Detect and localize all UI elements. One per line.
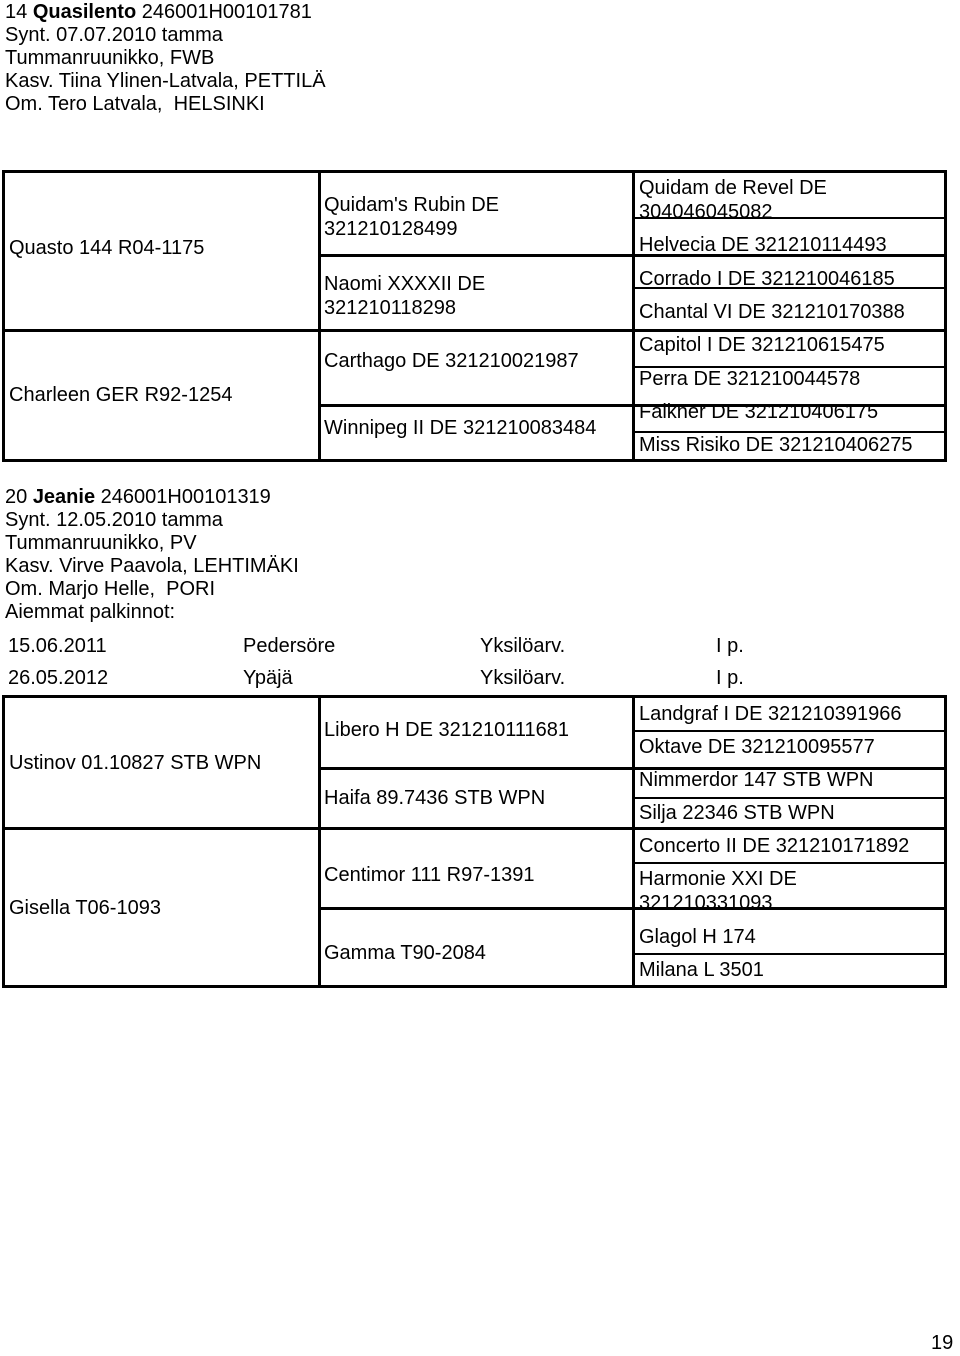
prize-class: Yksilöarv. (480, 635, 566, 657)
horse2-gen3-5: Concerto II DE 321210171892 (639, 835, 910, 857)
horse2-gen2-2: Haifa 89.7436 STB WPN (324, 787, 546, 809)
horse2-color: Tummanruunikko, PV (5, 532, 197, 554)
horse2-gen3-6: Harmonie XXI DE 321210331093 (639, 868, 797, 914)
horse2-gen3-7: Glagol H 174 (639, 926, 756, 948)
horse1-gen2-2: Naomi XXXXII DE 321210118298 (324, 273, 486, 319)
horse1-gen3-1: Quidam de Revel DE 304046045082 (639, 177, 827, 223)
prize-place: Pedersöre (243, 635, 336, 657)
horse2-owner: Om. Marjo Helle, PORI (5, 578, 216, 600)
horse1-gen3-6: Perra DE 321210044578 (639, 368, 861, 390)
horse1-gen3-2: Helvecia DE 321210114493 (639, 234, 887, 256)
prize-date: 26.05.2012 (8, 667, 109, 689)
horse2-dam: Gisella T06-1093 (9, 897, 161, 919)
horse2-sire: Ustinov 01.10827 STB WPN (9, 752, 262, 774)
horse1-pedigree-table (2, 170, 947, 462)
horse2-gen2-1: Libero H DE 321210111681 (324, 719, 569, 741)
horse2-gen2-3: Centimor 111 R97-1391 (324, 864, 535, 886)
prize-result: I p. (716, 667, 744, 689)
prize-date: 15.06.2011 (8, 635, 107, 657)
horse1-header (5, 1, 326, 116)
page-number: 19 (931, 1332, 954, 1354)
horse2-breeder: Kasv. Virve Paavola, LEHTIMÄKI (5, 555, 299, 577)
horse1-gen3-4: Chantal VI DE 321210170388 (639, 301, 905, 323)
horse1-gen2-1: Quidam's Rubin DE 321210128499 (324, 194, 499, 240)
horse1-gen2-3: Carthago DE 321210021987 (324, 350, 579, 372)
horse1-dam: Charleen GER R92-1254 (9, 384, 233, 406)
horse1-sire: Quasto 144 R04-1175 (9, 237, 205, 259)
prize-result: I p. (716, 635, 744, 657)
horse2-gen3-1: Landgraf I DE 321210391966 (639, 703, 902, 725)
horse1-gen3-8: Miss Risiko DE 321210406275 (639, 434, 913, 456)
horse1-gen3-7: Falkner DE 321210406175 (639, 401, 879, 423)
horse1-gen3-5: Capitol I DE 321210615475 (639, 334, 885, 356)
horse1-born: Synt. 07.07.2010 tamma (5, 24, 223, 46)
horse2-born: Synt. 12.05.2010 tamma (5, 509, 223, 531)
horse2-gen3-8: Milana L 3501 (639, 959, 764, 981)
horse1-title: 14 Quasilento 246001H00101781 (5, 1, 312, 23)
horse1-owner: Om. Tero Latvala, HELSINKI (5, 93, 265, 115)
prize-place: Ypäjä (243, 667, 293, 689)
horse2-gen3-3: Nimmerdor 147 STB WPN (639, 769, 874, 791)
horse1-gen2-4: Winnipeg II DE 321210083484 (324, 417, 597, 439)
horse1-color: Tummanruunikko, FWB (5, 47, 215, 69)
prize-class: Yksilöarv. (480, 667, 566, 689)
horse1-breeder: Kasv. Tiina Ylinen-Latvala, PETTILÄ (5, 70, 326, 92)
horse2-title: 20 Jeanie 246001H00101319 (5, 486, 271, 508)
horse1-gen3-3: Corrado I DE 321210046185 (639, 268, 895, 290)
horse2-gen2-4: Gamma T90-2084 (324, 942, 486, 964)
horse2-pedigree-table (2, 695, 947, 988)
horse2-gen3-4: Silja 22346 STB WPN (639, 802, 835, 824)
horse2-header (5, 486, 299, 624)
horse2-prizes-label: Aiemmat palkinnot: (5, 601, 176, 623)
horse2-gen3-2: Oktave DE 321210095577 (639, 736, 875, 758)
